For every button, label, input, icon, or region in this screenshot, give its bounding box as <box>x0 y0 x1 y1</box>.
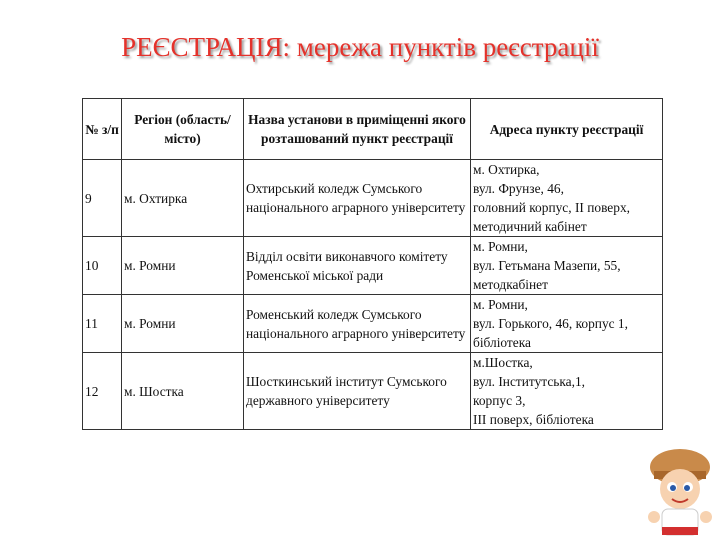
row-number: 12 <box>83 353 122 430</box>
address-line: вул. Фрунзе, 46, <box>473 181 564 196</box>
row-region: м. Ромни <box>122 295 244 353</box>
table-row <box>83 353 663 430</box>
table-header-row <box>83 99 663 160</box>
table-row <box>83 237 663 295</box>
row-region: м. Шостка <box>122 353 244 430</box>
address-line: вул. Інститутська,1, <box>473 374 586 389</box>
row-address <box>471 237 663 295</box>
address-line: вул. Горького, 46, корпус 1, <box>473 316 628 331</box>
table-row <box>83 295 663 353</box>
address-line: корпус 3, <box>473 393 526 408</box>
header-number: № з/п <box>83 99 122 160</box>
row-number: 9 <box>83 160 122 237</box>
row-institution: Відділ освіти виконавчого комітету Роменської міської ради <box>244 237 471 295</box>
header-region: Регіон (область/місто) <box>122 99 244 160</box>
address-line: м. Ромни, <box>473 239 528 254</box>
row-institution: Охтирський коледж Сумського національного аграрного університету <box>244 160 471 237</box>
address-line: ІІІ поверх, бібліотека <box>473 412 594 427</box>
row-region: м. Охтирка <box>122 160 244 237</box>
row-institution: Роменський коледж Сумського національного аграрного університету <box>244 295 471 353</box>
table-row <box>83 160 663 237</box>
header-address: Адреса пункту реєстрації <box>471 99 663 160</box>
cartoon-boy-illustration <box>640 445 720 540</box>
row-address <box>471 353 663 430</box>
address-line: м.Шостка, <box>473 355 533 370</box>
address-line: методичний кабінет <box>473 219 587 234</box>
registration-points-table <box>82 98 663 430</box>
row-address <box>471 295 663 353</box>
address-line: м. Ромни, <box>473 297 528 312</box>
row-number: 11 <box>83 295 122 353</box>
address-line: м. Охтирка, <box>473 162 540 177</box>
row-region: м. Ромни <box>122 237 244 295</box>
page-title: РЕЄСТРАЦІЯ: мережа пунктів реєстрації <box>121 32 599 62</box>
row-number: 10 <box>83 237 122 295</box>
row-address <box>471 160 663 237</box>
address-line: методкабінет <box>473 277 548 292</box>
address-line: вул. Гетьмана Мазепи, 55, <box>473 258 621 273</box>
address-line: бібліотека <box>473 335 531 350</box>
address-line: головний корпус, ІІ поверх, <box>473 200 630 215</box>
header-institution: Назва установи в приміщенні якого розташований пункт реєстрації <box>244 99 471 160</box>
row-institution: Шосткинський інститут Сумського державного університету <box>244 353 471 430</box>
